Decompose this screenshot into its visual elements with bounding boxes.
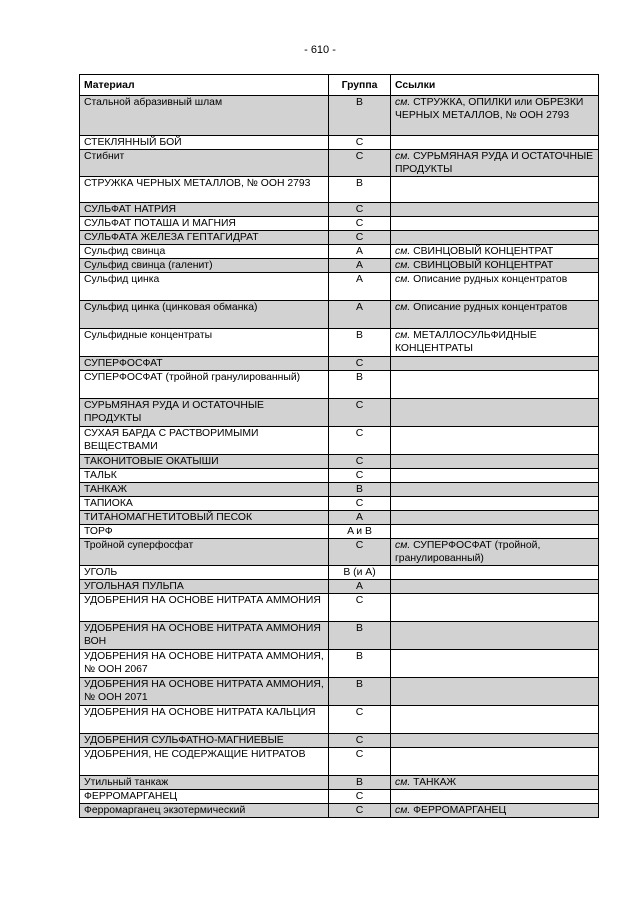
cell-group: C (329, 790, 391, 804)
table-row (80, 301, 599, 329)
cell-reference (391, 371, 599, 399)
cell-group: C (329, 539, 391, 566)
cell-reference (391, 150, 599, 177)
cell-material: СУЛЬФАТА ЖЕЛЕЗА ГЕПТАГИДРАТ (80, 231, 329, 245)
cell-material: Сульфид свинца (80, 245, 329, 259)
cell-group: C (329, 136, 391, 150)
cell-group: B (329, 622, 391, 650)
cell-material: Сульфид свинца (галенит) (80, 259, 329, 273)
cell-group: A (329, 273, 391, 301)
reference-text: СВИНЦОВЫЙ КОНЦЕНТРАТ (413, 260, 554, 271)
cell-reference (391, 748, 599, 776)
table-row (80, 511, 599, 525)
reference-prefix: см. (395, 777, 411, 788)
cell-material: Сульфид цинка (цинковая обманка) (80, 301, 329, 329)
cell-reference (391, 399, 599, 427)
cell-material: УДОБРЕНИЯ СУЛЬФАТНО-МАГНИЕВЫЕ (80, 734, 329, 748)
cell-group: B (329, 96, 391, 136)
cell-reference (391, 650, 599, 678)
table-row (80, 427, 599, 455)
cell-material: УДОБРЕНИЯ НА ОСНОВЕ НИТРАТА АММОНИЯ (80, 594, 329, 622)
table-row (80, 455, 599, 469)
reference-prefix: см. (395, 151, 411, 162)
cell-group: C (329, 203, 391, 217)
reference-text: СУРЬМЯНАЯ РУДА И ОСТАТОЧНЫЕ ПРОДУКТЫ (395, 151, 594, 175)
cell-reference (391, 96, 599, 136)
header-material: Материал (80, 75, 329, 96)
cell-group: C (329, 455, 391, 469)
reference-prefix: см. (395, 260, 411, 271)
cell-material: ТАЛЬК (80, 469, 329, 483)
header-group: Группа (329, 75, 391, 96)
table-row (80, 371, 599, 399)
cell-material: УГОЛЬ (80, 566, 329, 580)
cell-material: Стибнит (80, 150, 329, 177)
table-row (80, 497, 599, 511)
cell-group: C (329, 804, 391, 818)
table-row (80, 734, 599, 748)
cell-reference (391, 706, 599, 734)
cell-group: C (329, 748, 391, 776)
cell-reference (391, 804, 599, 818)
cell-reference (391, 136, 599, 150)
cell-reference (391, 734, 599, 748)
cell-reference (391, 483, 599, 497)
cell-group: C (329, 734, 391, 748)
cell-group: B (329, 483, 391, 497)
table-row (80, 678, 599, 706)
cell-reference (391, 427, 599, 455)
table-row (80, 790, 599, 804)
table-row (80, 136, 599, 150)
table-row (80, 483, 599, 497)
table-row (80, 357, 599, 371)
cell-material: ТАПИОКА (80, 497, 329, 511)
page-number: - 610 - (304, 44, 336, 56)
cell-group: B (329, 329, 391, 357)
cell-group: B (и A) (329, 566, 391, 580)
table-row (80, 150, 599, 177)
cell-reference (391, 497, 599, 511)
cell-material: СУХАЯ БАРДА С РАСТВОРИМЫМИ ВЕЩЕСТВАМИ (80, 427, 329, 455)
cell-material: ТАНКАЖ (80, 483, 329, 497)
cell-material: Стальной абразивный шлам (80, 96, 329, 136)
reference-text: СТРУЖКА, ОПИЛКИ или ОБРЕЗКИ ЧЕРНЫХ МЕТАЛЛОВ, № ООН 2793 (395, 97, 584, 121)
header-references: Ссылки (391, 75, 599, 96)
cell-reference (391, 678, 599, 706)
cell-material: СУЛЬФАТ ПОТАША И МАГНИЯ (80, 217, 329, 231)
cell-reference (391, 594, 599, 622)
cell-reference (391, 329, 599, 357)
cell-group: C (329, 497, 391, 511)
cell-reference (391, 622, 599, 650)
cell-reference (391, 217, 599, 231)
table-row (80, 650, 599, 678)
cell-reference (391, 469, 599, 483)
table-row (80, 245, 599, 259)
table-row (80, 566, 599, 580)
reference-prefix: см. (395, 274, 411, 285)
cell-reference (391, 273, 599, 301)
cell-material: ТОРФ (80, 525, 329, 539)
table-row (80, 177, 599, 203)
cell-reference (391, 511, 599, 525)
cell-reference (391, 580, 599, 594)
table-header-row (80, 75, 599, 96)
cell-reference (391, 231, 599, 245)
cell-reference (391, 357, 599, 371)
table-row (80, 776, 599, 790)
reference-prefix: см. (395, 302, 411, 313)
reference-prefix: см. (395, 540, 411, 551)
table-row (80, 231, 599, 245)
cell-material: СУПЕРФОСФАТ (80, 357, 329, 371)
cell-group: A (329, 301, 391, 329)
cell-group: A (329, 580, 391, 594)
cell-material: УДОБРЕНИЯ НА ОСНОВЕ НИТРАТА АММОНИЯ, № ООН 2067 (80, 650, 329, 678)
cell-material: СТЕКЛЯННЫЙ БОЙ (80, 136, 329, 150)
cell-material: СУРЬМЯНАЯ РУДА И ОСТАТОЧНЫЕ ПРОДУКТЫ (80, 399, 329, 427)
cell-material: Сульфид цинка (80, 273, 329, 301)
cell-material: ФЕРРОМАРГАНЕЦ (80, 790, 329, 804)
cell-group: B (329, 776, 391, 790)
cell-group: B (329, 371, 391, 399)
cell-reference (391, 259, 599, 273)
table-row (80, 469, 599, 483)
table-row (80, 804, 599, 818)
cell-reference (391, 455, 599, 469)
table-row (80, 748, 599, 776)
cell-material: СТРУЖКА ЧЕРНЫХ МЕТАЛЛОВ, № ООН 2793 (80, 177, 329, 203)
cell-reference (391, 177, 599, 203)
cell-material: Утильный танкаж (80, 776, 329, 790)
cell-group: C (329, 594, 391, 622)
cell-group: A (329, 259, 391, 273)
cell-material: УДОБРЕНИЯ НА ОСНОВЕ НИТРАТА АММОНИЯ, № ООН 2071 (80, 678, 329, 706)
cell-group: C (329, 217, 391, 231)
table-row (80, 706, 599, 734)
cell-reference (391, 245, 599, 259)
reference-text: Описание рудных концентратов (413, 274, 568, 285)
cell-material: СУЛЬФАТ НАТРИЯ (80, 203, 329, 217)
cell-material: УГОЛЬНАЯ ПУЛЬПА (80, 580, 329, 594)
cell-reference (391, 301, 599, 329)
table-row (80, 96, 599, 136)
cell-group: C (329, 150, 391, 177)
cell-group: A (329, 245, 391, 259)
cell-material: Тройной суперфосфат (80, 539, 329, 566)
cell-reference (391, 776, 599, 790)
table-row (80, 580, 599, 594)
cell-group: B (329, 177, 391, 203)
table-row (80, 399, 599, 427)
cell-group: C (329, 469, 391, 483)
reference-prefix: см. (395, 97, 411, 108)
reference-text: СВИНЦОВЫЙ КОНЦЕНТРАТ (413, 246, 554, 257)
cell-group: C (329, 399, 391, 427)
reference-text: Описание рудных концентратов (413, 302, 568, 313)
cell-material: Ферромарганец экзотермический (80, 804, 329, 818)
table-row (80, 203, 599, 217)
cell-material: ТАКОНИТОВЫЕ ОКАТЫШИ (80, 455, 329, 469)
cell-group: B (329, 678, 391, 706)
cell-group: C (329, 357, 391, 371)
cell-reference (391, 539, 599, 566)
cell-reference (391, 790, 599, 804)
cell-reference (391, 566, 599, 580)
table-row (80, 273, 599, 301)
cell-material: УДОБРЕНИЯ НА ОСНОВЕ НИТРАТА АММОНИЯ ВОН (80, 622, 329, 650)
cell-material: УДОБРЕНИЯ НА ОСНОВЕ НИТРАТА КАЛЬЦИЯ (80, 706, 329, 734)
reference-text: МЕТАЛЛОСУЛЬФИДНЫЕ КОНЦЕНТРАТЫ (395, 330, 537, 354)
table-row (80, 259, 599, 273)
table-row (80, 622, 599, 650)
table-body (80, 96, 599, 818)
cell-material: Сульфидные концентраты (80, 329, 329, 357)
reference-prefix: см. (395, 330, 411, 341)
cell-group: C (329, 706, 391, 734)
cell-group: A и B (329, 525, 391, 539)
table-row (80, 329, 599, 357)
materials-table (79, 74, 599, 818)
reference-text: ТАНКАЖ (413, 777, 457, 788)
cell-reference (391, 525, 599, 539)
table-row (80, 525, 599, 539)
table-row (80, 217, 599, 231)
cell-group: A (329, 511, 391, 525)
cell-reference (391, 203, 599, 217)
cell-material: ТИТАНОМАГНЕТИТОВЫЙ ПЕСОК (80, 511, 329, 525)
cell-material: СУПЕРФОСФАТ (тройной гранулированный) (80, 371, 329, 399)
reference-prefix: см. (395, 805, 411, 816)
reference-prefix: см. (395, 246, 411, 257)
table-row (80, 594, 599, 622)
reference-text: СУПЕРФОСФАТ (тройной, гранулированный) (395, 540, 541, 564)
cell-group: C (329, 231, 391, 245)
table-row (80, 539, 599, 566)
cell-group: C (329, 427, 391, 455)
reference-text: ФЕРРОМАРГАНЕЦ (413, 805, 507, 816)
cell-group: B (329, 650, 391, 678)
cell-material: УДОБРЕНИЯ, НЕ СОДЕРЖАЩИЕ НИТРАТОВ (80, 748, 329, 776)
